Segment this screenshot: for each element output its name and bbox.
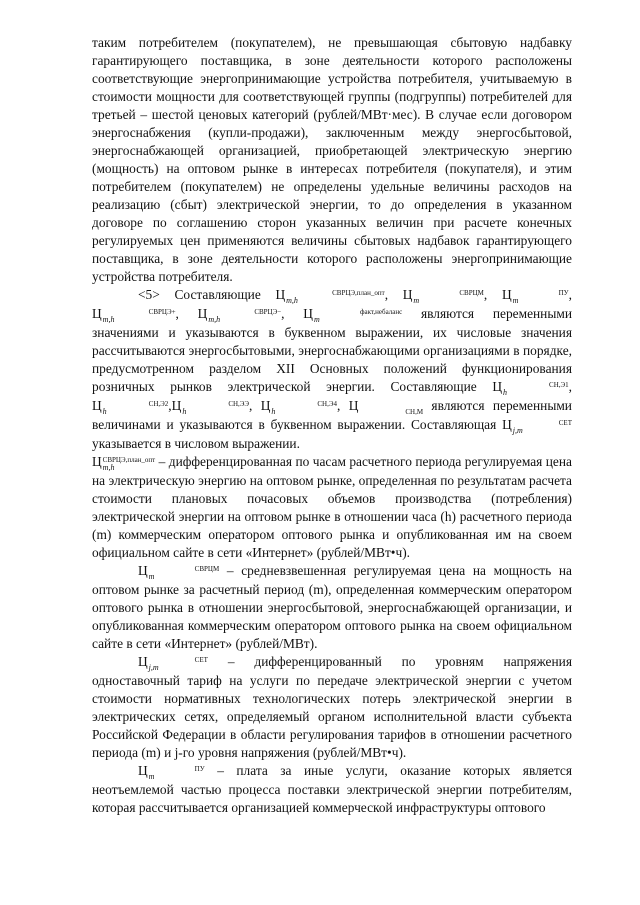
- definition-other-services: [92, 762, 572, 817]
- symbol-c2: Ц СН,Э2 h: [92, 398, 169, 416]
- definition-capacity-price-text: – средневзвешенная регулируемая цена на мощность на оптовом рынке за расчетный период (m), определенная коммерческим оператором оптового рынка в отношении энергосбытовой, энергоснабжающей организации, и опубликованная коммерческим оператором оптового рынка на своем официальном сайте в сети «Интернет» (рублей/МВт).: [92, 563, 572, 651]
- definition-network-tariff-text: – дифференцированный по уровням напряжения одноставочный тариф на услуги по передаче электрической энергии с учетом стоимости нормативных технологических потерь электрической энергии в электрических сетях, определяемый органом исполнительной власти субъекта Российской Федерации в области регулирования тарифов в отношении расчетного периода (m) и j-го уровня напряжения (рублей/МВт•ч).: [92, 654, 572, 760]
- definition-energy-price: [92, 453, 572, 562]
- note-5-text-3: указывается в числовом выражении.: [92, 436, 300, 451]
- symbol-set: Ц СЕТ j,m: [502, 417, 572, 435]
- symbol-c3: Ц СН,ЭЭ h: [171, 398, 250, 416]
- symbol-s3: Ц ПУ m: [501, 287, 569, 305]
- symbol-d1: ЦСВРЦЭ,план_опт m,h: [92, 454, 156, 472]
- symbol-d4: Ц ПУ m: [138, 763, 205, 781]
- symbol-d3: Ц СЕТ j,m: [138, 654, 208, 672]
- paragraph-sales-markup: таким потребителем (покупателем), не превышающая сбытовую надбавку гарантирующего поставщика, в зоне деятельности которого расположены соответствующие энергопринимающие устройства потребителя, учитываемую в стоимости мощности для соответствующей группы (подгруппы) потребителей для третьей – шестой ценовых категорий (рублей/МВт·мес). В случае если договором энергоснабжения (купли-продажи), заключенным между энергосбытовой, энергоснабжающей организацией, приобретающей электрическую энергию (мощность) на оптовом рынке в интересах потребителя (покупателя), и этим потребителем (покупателем) не определены удельные величины расходов на реализацию (сбыт) электрической энергии, то до определения в указанном договоре по соглашению сторон указанных величин при расчете конечных регулируемых цен применяются величины сбытовых надбавок гарантирующего поставщика, в зоне деятельности которого расположены энергопринимающие устройства потребителя.: [92, 35, 572, 284]
- definition-other-services-text: – плата за иные услуги, оказание которых является неотъемлемой частью процесса поставки электрической энергии потребителям, которая рассчитывается организацией коммерческой инфраструктуры оптового: [92, 763, 572, 815]
- note-5-prefix: <5> Составляющие: [138, 287, 261, 302]
- symbol-s1: Ц СВРЦЭ,план_опт m,h: [275, 287, 385, 305]
- symbol-s2: Ц СВРЦМ m: [402, 287, 484, 305]
- document-page: [92, 34, 572, 817]
- symbol-s4: Ц СВРЦЭ+ m,h: [92, 306, 176, 324]
- symbol-s6: Ц факт,небаланс m: [303, 306, 403, 324]
- symbol-d2: Ц СВРЦМ m: [138, 563, 220, 581]
- symbol-c1: Ц СН,Э1 h: [492, 379, 569, 397]
- definition-capacity-price: [92, 562, 572, 653]
- definition-network-tariff: [92, 653, 572, 762]
- symbol-c4: Ц СН,Э4 h: [260, 398, 337, 416]
- note-5-text-2: являются переменными величинами и указываются в буквенном выражении. Составляющая: [92, 398, 572, 432]
- note-5: <5> Составляющие Ц СВРЦЭ,план_опт m,h , Ц СВРЦМ m , Ц ПУ m , Ц СВРЦЭ+ m,h , Ц СВРЦЭ− m,h , Ц факт,небаланс m являются переменными значениями и указываются в буквенном выражении, их числовые значения рассчитываются энергосбытовыми, энергоснабжающими организациями в порядке, предусмотренном разделом XII Основных положений функционирования розничных рынков электрической энергии. Составляющие Ц СН,Э1 h , Ц СН,Э2 h ,Ц СН,ЭЭ h , Ц СН,Э4 h , Ц СН,М являются переменными величинами и указываются в буквенном выражении. Составляющая Ц СЕТ j,m указывается в числовом выражении.: [92, 287, 572, 451]
- symbol-c5: Ц СН,М: [348, 398, 424, 416]
- symbol-s5: Ц СВРЦЭ− m,h: [197, 306, 282, 324]
- definition-energy-price-text: – дифференцированная по часам расчетного периода регулируемая цена на электрическую энергию на оптовом рынке, определенная по результатам расчета стоимости плановых почасовых объемов производства (потребления) электрической энергии на оптовом рынке в отношении часа (h) расчетного периода (m) коммерческим оператором оптового рынка и опубликованная им на своем официальном сайте в сети «Интернет» (рублей/МВт•ч).: [92, 454, 572, 560]
- note-5-text: являются переменными значениями и указываются в буквенном выражении, их числовые значения рассчитываются энергосбытовыми, энергоснабжающими организациями в порядке, предусмотренном разделом XII Основных положений функционирования розничных рынков электрической энергии. Составляющие: [92, 306, 572, 394]
